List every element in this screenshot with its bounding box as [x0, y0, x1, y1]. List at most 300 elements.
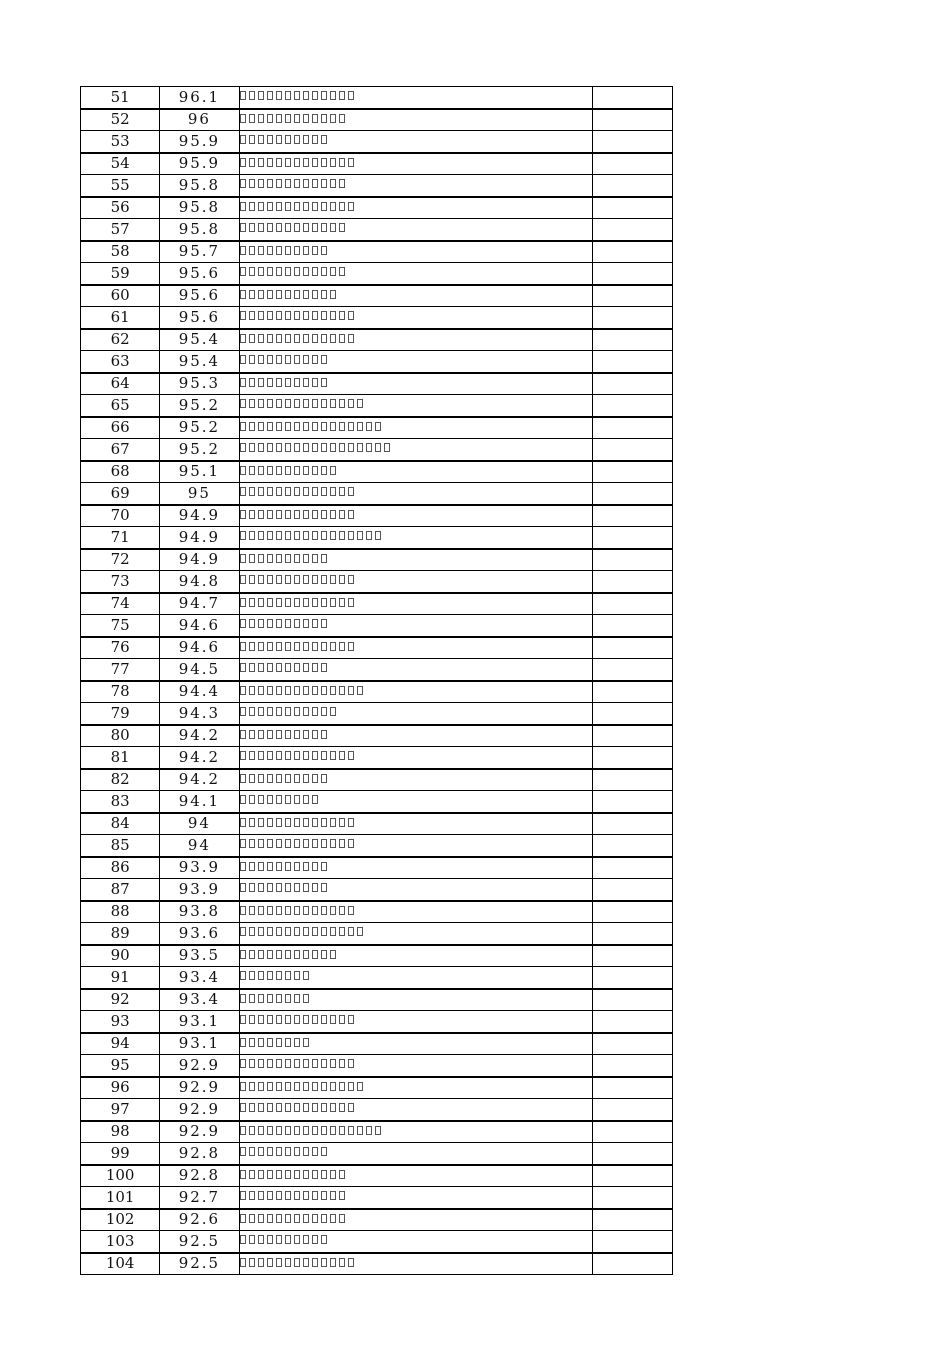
note-cell[interactable]: [592, 175, 672, 197]
score-cell[interactable]: 95.6: [160, 307, 239, 329]
name-cell[interactable]: [239, 1077, 592, 1099]
name-cell[interactable]: [239, 131, 592, 153]
note-cell[interactable]: [592, 241, 672, 263]
score-cell[interactable]: 95.2: [160, 395, 239, 417]
score-cell[interactable]: 92.9: [160, 1099, 239, 1121]
table-row: [81, 439, 673, 461]
missing-glyph-box: [303, 378, 309, 387]
rank-cell[interactable]: 92: [81, 989, 160, 1011]
missing-glyph-box: [321, 1126, 327, 1135]
note-cell[interactable]: [592, 1209, 672, 1231]
missing-glyph-box: [285, 554, 291, 563]
rank-cell[interactable]: 57: [81, 219, 160, 241]
note-cell[interactable]: [592, 725, 672, 747]
score-cell[interactable]: 93.4: [160, 989, 239, 1011]
missing-glyph-box: [276, 334, 282, 343]
note-cell[interactable]: [592, 703, 672, 725]
score-cell[interactable]: 94: [160, 813, 239, 835]
rank-cell[interactable]: 91: [81, 967, 160, 989]
name-cell[interactable]: [239, 505, 592, 527]
score-cell[interactable]: 95.7: [160, 241, 239, 263]
rank-cell[interactable]: 85: [81, 835, 160, 857]
missing-glyph-box: [321, 774, 327, 783]
name-cell[interactable]: [239, 901, 592, 923]
note-cell[interactable]: [592, 1099, 672, 1121]
name-cell[interactable]: [239, 615, 592, 637]
missing-glyph-box: [348, 1126, 354, 1135]
rank-cell[interactable]: 80: [81, 725, 160, 747]
note-cell[interactable]: [592, 395, 672, 417]
table-row: [81, 1077, 673, 1099]
name-cell[interactable]: [239, 1165, 592, 1187]
missing-glyph-box: [294, 1082, 300, 1091]
note-cell[interactable]: [592, 549, 672, 571]
score-cell[interactable]: 95.1: [160, 461, 239, 483]
rank-cell[interactable]: 95: [81, 1055, 160, 1077]
missing-glyph-box: [249, 730, 255, 739]
score-cell[interactable]: 94.5: [160, 659, 239, 681]
name-cell[interactable]: [239, 857, 592, 879]
missing-glyph-box: [357, 443, 363, 452]
note-cell[interactable]: [592, 219, 672, 241]
name-cell[interactable]: [239, 725, 592, 747]
score-cell[interactable]: 95.4: [160, 329, 239, 351]
missing-glyph-box: [240, 686, 246, 695]
name-cell[interactable]: [239, 637, 592, 659]
name-cell[interactable]: [239, 1099, 592, 1121]
score-cell[interactable]: 94.9: [160, 549, 239, 571]
note-cell[interactable]: [592, 615, 672, 637]
score-cell[interactable]: 93.9: [160, 879, 239, 901]
score-cell[interactable]: 92.8: [160, 1165, 239, 1187]
missing-glyph-box: [312, 795, 318, 804]
score-cell[interactable]: 94.2: [160, 725, 239, 747]
rank-cell[interactable]: 84: [81, 813, 160, 835]
note-cell[interactable]: [592, 1165, 672, 1187]
rank-cell[interactable]: 58: [81, 241, 160, 263]
missing-glyph-box: [276, 1082, 282, 1091]
name-cell[interactable]: [239, 967, 592, 989]
rank-cell[interactable]: 96: [81, 1077, 160, 1099]
score-cell[interactable]: 95.8: [160, 197, 239, 219]
note-cell[interactable]: [592, 637, 672, 659]
score-cell[interactable]: 95.4: [160, 351, 239, 373]
rank-cell[interactable]: 59: [81, 263, 160, 285]
missing-glyph-box: [240, 443, 246, 452]
note-cell[interactable]: [592, 1011, 672, 1033]
name-cell[interactable]: [239, 1143, 592, 1165]
missing-glyph-box: [312, 531, 318, 540]
score-cell[interactable]: 92.7: [160, 1187, 239, 1209]
score-cell[interactable]: 93.1: [160, 1033, 239, 1055]
note-cell[interactable]: [592, 263, 672, 285]
missing-glyph-box: [240, 290, 246, 299]
missing-glyph-box: [312, 1103, 318, 1112]
note-cell[interactable]: [592, 417, 672, 439]
score-cell[interactable]: 93.9: [160, 857, 239, 879]
rank-cell[interactable]: 71: [81, 527, 160, 549]
rank-cell[interactable]: 93: [81, 1011, 160, 1033]
missing-glyph-box: [348, 158, 354, 167]
name-cell[interactable]: [239, 1209, 592, 1231]
missing-glyph-box: [330, 598, 336, 607]
name-cell[interactable]: [239, 923, 592, 945]
score-cell[interactable]: 95.8: [160, 175, 239, 197]
rank-cell[interactable]: 61: [81, 307, 160, 329]
name-cell[interactable]: [239, 747, 592, 769]
note-cell[interactable]: [592, 1033, 672, 1055]
rank-cell[interactable]: 63: [81, 351, 160, 373]
missing-glyph-text: [240, 179, 348, 190]
name-cell[interactable]: [239, 307, 592, 329]
note-cell[interactable]: [592, 813, 672, 835]
missing-glyph-box: [258, 795, 264, 804]
table-row: [81, 1143, 673, 1165]
rank-cell[interactable]: 75: [81, 615, 160, 637]
score-cell[interactable]: 93.8: [160, 901, 239, 923]
note-cell[interactable]: [592, 901, 672, 923]
missing-glyph-box: [249, 971, 255, 980]
name-cell[interactable]: [239, 373, 592, 395]
rank-cell[interactable]: 64: [81, 373, 160, 395]
score-cell[interactable]: 93.6: [160, 923, 239, 945]
rank-cell[interactable]: 104: [81, 1253, 160, 1275]
rank-cell[interactable]: 70: [81, 505, 160, 527]
score-cell[interactable]: 92.5: [160, 1231, 239, 1253]
score-cell[interactable]: 92.6: [160, 1209, 239, 1231]
note-cell[interactable]: [592, 659, 672, 681]
missing-glyph-box: [240, 1038, 246, 1047]
rank-cell[interactable]: 86: [81, 857, 160, 879]
table-row: [81, 1121, 673, 1143]
missing-glyph-box: [249, 443, 255, 452]
note-cell[interactable]: [592, 109, 672, 131]
name-cell[interactable]: [239, 659, 592, 681]
name-cell[interactable]: [239, 1011, 592, 1033]
note-cell[interactable]: [592, 373, 672, 395]
missing-glyph-box: [240, 135, 246, 144]
rank-cell[interactable]: 62: [81, 329, 160, 351]
rank-cell[interactable]: 102: [81, 1209, 160, 1231]
score-cell[interactable]: 94.1: [160, 791, 239, 813]
rank-cell[interactable]: 100: [81, 1165, 160, 1187]
name-cell[interactable]: [239, 417, 592, 439]
missing-glyph-box: [267, 707, 273, 716]
missing-glyph-box: [294, 619, 300, 628]
score-cell[interactable]: 93.1: [160, 1011, 239, 1033]
missing-glyph-box: [294, 1103, 300, 1112]
note-cell[interactable]: [592, 747, 672, 769]
rank-cell[interactable]: 99: [81, 1143, 160, 1165]
score-cell[interactable]: 93.4: [160, 967, 239, 989]
rank-cell[interactable]: 81: [81, 747, 160, 769]
missing-glyph-box: [240, 906, 246, 915]
missing-glyph-box: [258, 1103, 264, 1112]
name-cell[interactable]: [239, 1231, 592, 1253]
table-row: [81, 351, 673, 373]
name-cell[interactable]: [239, 219, 592, 241]
note-cell[interactable]: [592, 483, 672, 505]
rank-cell[interactable]: 78: [81, 681, 160, 703]
name-cell[interactable]: [239, 175, 592, 197]
table-row: [81, 417, 673, 439]
missing-glyph-box: [366, 1126, 372, 1135]
rank-cell[interactable]: 94: [81, 1033, 160, 1055]
missing-glyph-box: [339, 91, 345, 100]
rank-cell[interactable]: 76: [81, 637, 160, 659]
note-cell[interactable]: [592, 351, 672, 373]
note-cell[interactable]: [592, 769, 672, 791]
score-cell[interactable]: 94.2: [160, 747, 239, 769]
note-cell[interactable]: [592, 1187, 672, 1209]
name-cell[interactable]: [239, 945, 592, 967]
note-cell[interactable]: [592, 439, 672, 461]
rank-cell[interactable]: 74: [81, 593, 160, 615]
name-cell[interactable]: [239, 285, 592, 307]
rank-cell[interactable]: 65: [81, 395, 160, 417]
score-cell[interactable]: 92.8: [160, 1143, 239, 1165]
missing-glyph-box: [321, 1059, 327, 1068]
missing-glyph-box: [276, 311, 282, 320]
rank-cell[interactable]: 55: [81, 175, 160, 197]
note-cell[interactable]: [592, 593, 672, 615]
missing-glyph-box: [240, 642, 246, 651]
rank-cell[interactable]: 68: [81, 461, 160, 483]
name-cell[interactable]: [239, 197, 592, 219]
score-cell[interactable]: 92.9: [160, 1055, 239, 1077]
note-cell[interactable]: [592, 1055, 672, 1077]
name-cell[interactable]: [239, 1121, 592, 1143]
rank-cell[interactable]: 51: [81, 87, 160, 109]
name-cell[interactable]: [239, 461, 592, 483]
rank-cell[interactable]: 72: [81, 549, 160, 571]
rank-cell[interactable]: 79: [81, 703, 160, 725]
note-cell[interactable]: [592, 835, 672, 857]
score-cell[interactable]: 94.3: [160, 703, 239, 725]
missing-glyph-box: [258, 1170, 264, 1179]
missing-glyph-box: [303, 355, 309, 364]
rank-cell[interactable]: 83: [81, 791, 160, 813]
missing-glyph-box: [267, 334, 273, 343]
note-cell[interactable]: [592, 505, 672, 527]
score-cell[interactable]: 93.5: [160, 945, 239, 967]
name-cell[interactable]: [239, 1253, 592, 1275]
score-cell[interactable]: 95.8: [160, 219, 239, 241]
score-cell[interactable]: 95.9: [160, 153, 239, 175]
missing-glyph-box: [249, 267, 255, 276]
note-cell[interactable]: [592, 967, 672, 989]
missing-glyph-box: [285, 267, 291, 276]
name-cell[interactable]: [239, 1187, 592, 1209]
note-cell[interactable]: [592, 791, 672, 813]
name-cell[interactable]: [239, 87, 592, 109]
rank-cell[interactable]: 90: [81, 945, 160, 967]
name-cell[interactable]: [239, 989, 592, 1011]
note-cell[interactable]: [592, 1077, 672, 1099]
score-cell[interactable]: 94.8: [160, 571, 239, 593]
rank-cell[interactable]: 56: [81, 197, 160, 219]
missing-glyph-box: [348, 598, 354, 607]
name-cell[interactable]: [239, 835, 592, 857]
score-cell[interactable]: 95.6: [160, 285, 239, 307]
note-cell[interactable]: [592, 461, 672, 483]
missing-glyph-box: [267, 1258, 273, 1267]
note-cell[interactable]: [592, 1143, 672, 1165]
missing-glyph-box: [276, 1038, 282, 1047]
rank-cell[interactable]: 82: [81, 769, 160, 791]
name-cell[interactable]: [239, 153, 592, 175]
rank-cell[interactable]: 53: [81, 131, 160, 153]
note-cell[interactable]: [592, 197, 672, 219]
name-cell[interactable]: [239, 549, 592, 571]
missing-glyph-box: [330, 223, 336, 232]
score-cell[interactable]: 95.2: [160, 417, 239, 439]
score-cell[interactable]: 94.9: [160, 527, 239, 549]
name-cell[interactable]: [239, 571, 592, 593]
missing-glyph-box: [321, 642, 327, 651]
note-cell[interactable]: [592, 153, 672, 175]
score-cell[interactable]: 95.9: [160, 131, 239, 153]
name-cell[interactable]: [239, 527, 592, 549]
note-cell[interactable]: [592, 879, 672, 901]
name-cell[interactable]: [239, 769, 592, 791]
note-cell[interactable]: [592, 307, 672, 329]
name-cell[interactable]: [239, 681, 592, 703]
score-cell[interactable]: 95.3: [160, 373, 239, 395]
note-cell[interactable]: [592, 329, 672, 351]
name-cell[interactable]: [239, 1033, 592, 1055]
score-cell[interactable]: 94.2: [160, 769, 239, 791]
note-cell[interactable]: [592, 1121, 672, 1143]
name-cell[interactable]: [239, 439, 592, 461]
name-cell[interactable]: [239, 593, 592, 615]
rank-cell[interactable]: 52: [81, 109, 160, 131]
name-cell[interactable]: [239, 703, 592, 725]
note-cell[interactable]: [592, 989, 672, 1011]
score-cell[interactable]: 92.9: [160, 1077, 239, 1099]
name-cell[interactable]: [239, 395, 592, 417]
missing-glyph-box: [285, 730, 291, 739]
note-cell[interactable]: [592, 923, 672, 945]
name-cell[interactable]: [239, 813, 592, 835]
missing-glyph-box: [249, 862, 255, 871]
rank-cell[interactable]: 69: [81, 483, 160, 505]
missing-glyph-box: [294, 774, 300, 783]
missing-glyph-box: [294, 267, 300, 276]
name-cell[interactable]: [239, 351, 592, 373]
score-cell[interactable]: 92.9: [160, 1121, 239, 1143]
rank-cell[interactable]: 88: [81, 901, 160, 923]
missing-glyph-box: [294, 158, 300, 167]
rank-cell[interactable]: 60: [81, 285, 160, 307]
note-cell[interactable]: [592, 945, 672, 967]
score-cell[interactable]: 95.2: [160, 439, 239, 461]
missing-glyph-box: [240, 246, 246, 255]
note-cell[interactable]: [592, 681, 672, 703]
rank-cell[interactable]: 77: [81, 659, 160, 681]
note-cell[interactable]: [592, 285, 672, 307]
note-cell[interactable]: [592, 1253, 672, 1275]
missing-glyph-box: [303, 1038, 309, 1047]
score-cell[interactable]: 96: [160, 109, 239, 131]
missing-glyph-box: [258, 883, 264, 892]
missing-glyph-text: [240, 399, 366, 410]
rank-cell[interactable]: 98: [81, 1121, 160, 1143]
table-row: [81, 989, 673, 1011]
rank-cell[interactable]: 103: [81, 1231, 160, 1253]
rank-cell[interactable]: 54: [81, 153, 160, 175]
note-cell[interactable]: [592, 1231, 672, 1253]
name-cell[interactable]: [239, 879, 592, 901]
missing-glyph-box: [240, 179, 246, 188]
missing-glyph-box: [258, 642, 264, 651]
note-cell[interactable]: [592, 857, 672, 879]
missing-glyph-box: [303, 686, 309, 695]
missing-glyph-box: [285, 1235, 291, 1244]
missing-glyph-text: [240, 774, 330, 785]
rank-cell[interactable]: 97: [81, 1099, 160, 1121]
note-cell[interactable]: [592, 571, 672, 593]
name-cell[interactable]: [239, 1055, 592, 1077]
score-cell[interactable]: 94.6: [160, 615, 239, 637]
missing-glyph-box: [330, 487, 336, 496]
name-cell[interactable]: [239, 483, 592, 505]
missing-glyph-box: [285, 598, 291, 607]
rank-cell[interactable]: 87: [81, 879, 160, 901]
score-cell[interactable]: 94.7: [160, 593, 239, 615]
missing-glyph-box: [294, 422, 300, 431]
score-cell[interactable]: 94.4: [160, 681, 239, 703]
missing-glyph-text: [240, 1147, 330, 1158]
name-cell[interactable]: [239, 109, 592, 131]
missing-glyph-box: [240, 751, 246, 760]
missing-glyph-box: [267, 686, 273, 695]
missing-glyph-box: [258, 202, 264, 211]
note-cell[interactable]: [592, 527, 672, 549]
missing-glyph-box: [312, 774, 318, 783]
missing-glyph-box: [312, 1170, 318, 1179]
missing-glyph-box: [321, 179, 327, 188]
missing-glyph-box: [285, 1103, 291, 1112]
missing-glyph-box: [303, 443, 309, 452]
name-cell[interactable]: [239, 791, 592, 813]
missing-glyph-box: [258, 818, 264, 827]
note-cell[interactable]: [592, 87, 672, 109]
rank-cell[interactable]: 67: [81, 439, 160, 461]
score-cell[interactable]: 92.5: [160, 1253, 239, 1275]
score-cell[interactable]: 94.9: [160, 505, 239, 527]
missing-glyph-box: [339, 818, 345, 827]
missing-glyph-box: [348, 443, 354, 452]
missing-glyph-box: [276, 223, 282, 232]
missing-glyph-box: [276, 619, 282, 628]
score-cell[interactable]: 94.6: [160, 637, 239, 659]
name-cell[interactable]: [239, 329, 592, 351]
score-cell[interactable]: 96.1: [160, 87, 239, 109]
note-cell[interactable]: [592, 131, 672, 153]
rank-cell[interactable]: 89: [81, 923, 160, 945]
rank-cell[interactable]: 66: [81, 417, 160, 439]
name-cell[interactable]: [239, 241, 592, 263]
missing-glyph-box: [276, 1191, 282, 1200]
rank-cell[interactable]: 73: [81, 571, 160, 593]
missing-glyph-box: [303, 114, 309, 123]
score-cell[interactable]: 95: [160, 483, 239, 505]
rank-cell[interactable]: 101: [81, 1187, 160, 1209]
score-cell[interactable]: 95.6: [160, 263, 239, 285]
name-cell[interactable]: [239, 263, 592, 285]
score-cell[interactable]: 94: [160, 835, 239, 857]
